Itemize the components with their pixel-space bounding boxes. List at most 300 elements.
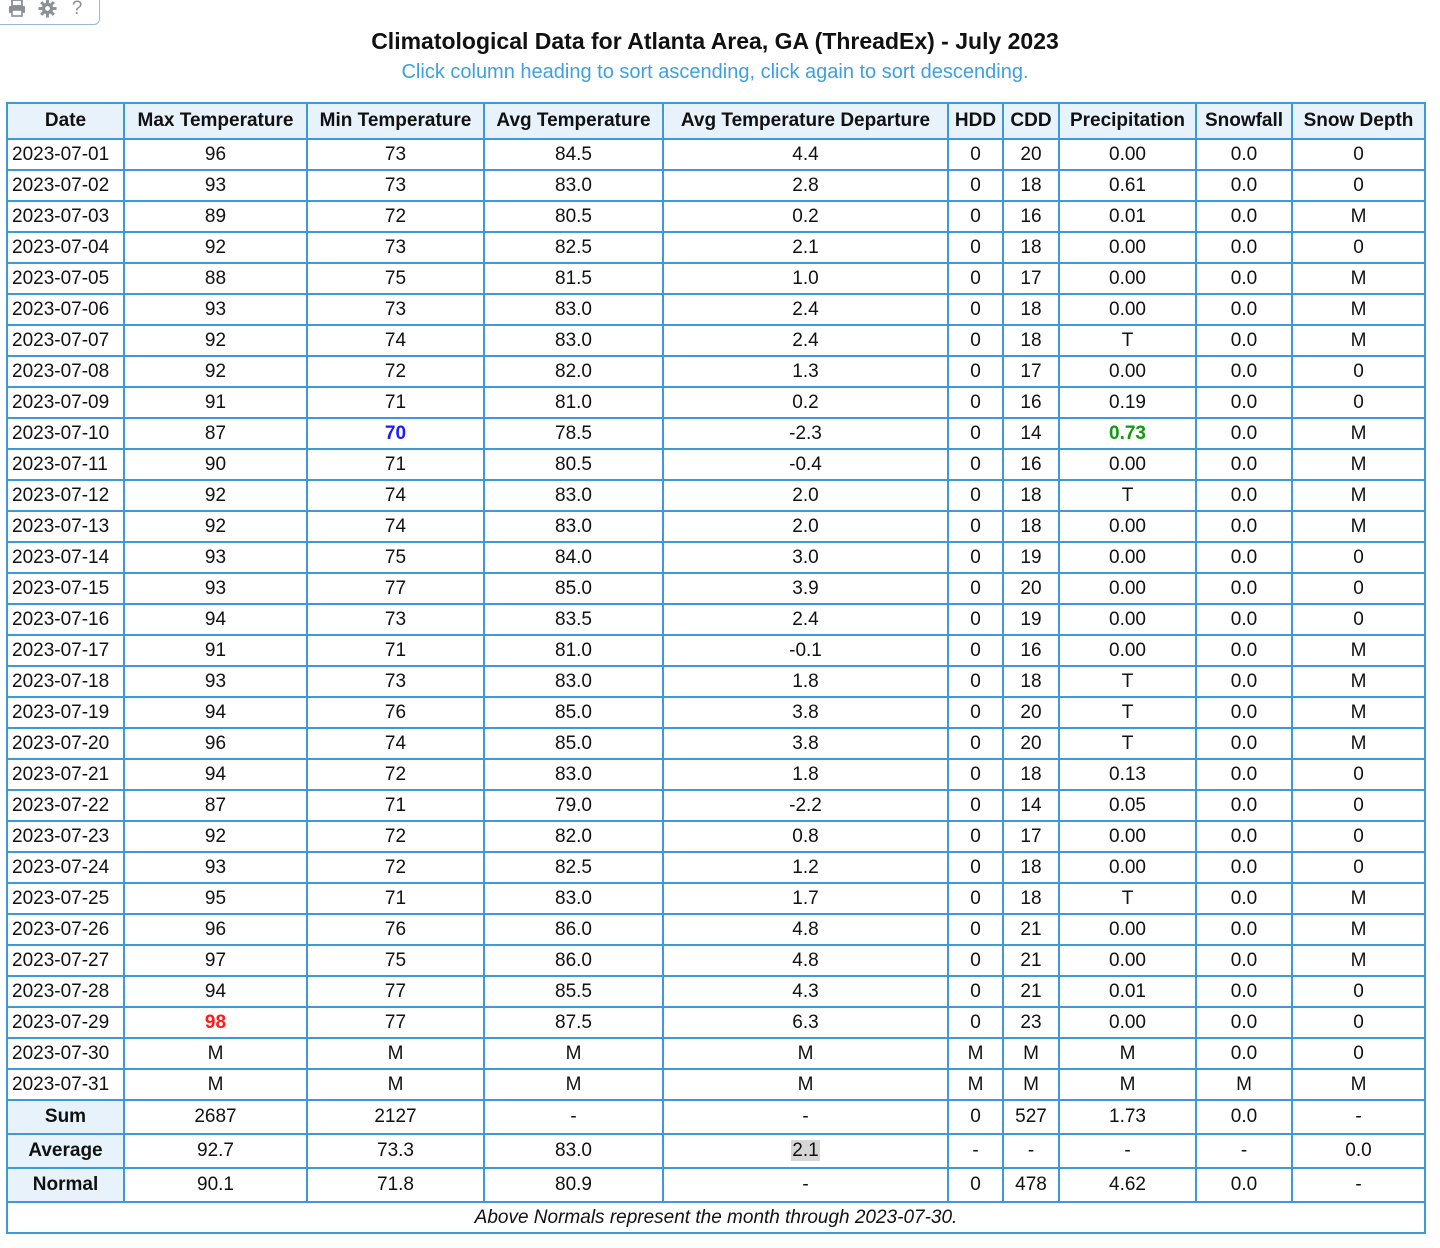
data-cell: 0.0 — [1196, 387, 1292, 418]
data-cell: 83.0 — [484, 294, 663, 325]
data-cell: 70 — [307, 418, 484, 449]
data-cell: M — [663, 1069, 948, 1100]
data-cell: 1.2 — [663, 852, 948, 883]
settings-gear-icon[interactable] — [37, 0, 57, 18]
summary-cell: 0 — [948, 1168, 1003, 1202]
data-cell: 84.0 — [484, 542, 663, 573]
data-cell: 90 — [124, 449, 307, 480]
data-cell: 18 — [1003, 511, 1059, 542]
table-footer — [7, 1100, 1425, 1233]
data-cell: 0 — [948, 418, 1003, 449]
data-cell: 76 — [307, 914, 484, 945]
data-cell: 0.73 — [1059, 418, 1196, 449]
summary-row-normal — [7, 1168, 1425, 1202]
data-cell: 0.0 — [1196, 666, 1292, 697]
date-cell: 2023-07-09 — [7, 387, 124, 418]
summary-label: Average — [7, 1134, 124, 1168]
summary-cell: 2687 — [124, 1100, 307, 1134]
summary-cell: 90.1 — [124, 1168, 307, 1202]
highlighted-value: 2.1 — [792, 1140, 819, 1161]
data-cell: 0.00 — [1059, 449, 1196, 480]
data-cell: 23 — [1003, 1007, 1059, 1038]
data-cell: M — [1292, 1069, 1425, 1100]
table-row — [7, 790, 1425, 821]
summary-cell: 0 — [948, 1100, 1003, 1134]
data-cell: 3.9 — [663, 573, 948, 604]
data-cell: 0.0 — [1196, 542, 1292, 573]
table-row — [7, 170, 1425, 201]
table-row — [7, 635, 1425, 666]
data-cell: 0.00 — [1059, 635, 1196, 666]
data-cell: 0 — [948, 790, 1003, 821]
data-cell: 0.00 — [1059, 542, 1196, 573]
table-row — [7, 945, 1425, 976]
table-row — [7, 1038, 1425, 1069]
data-cell: 0.00 — [1059, 511, 1196, 542]
date-cell: 2023-07-22 — [7, 790, 124, 821]
data-cell: 72 — [307, 201, 484, 232]
data-cell: T — [1059, 325, 1196, 356]
data-cell: 83.0 — [484, 170, 663, 201]
data-cell: 73 — [307, 232, 484, 263]
summary-cell: 478 — [1003, 1168, 1059, 1202]
data-cell: 0 — [948, 759, 1003, 790]
date-cell: 2023-07-20 — [7, 728, 124, 759]
data-cell: 2.4 — [663, 604, 948, 635]
table-row — [7, 139, 1425, 170]
data-cell: 21 — [1003, 976, 1059, 1007]
data-cell: 1.7 — [663, 883, 948, 914]
data-cell: 0.0 — [1196, 480, 1292, 511]
data-cell: 0.13 — [1059, 759, 1196, 790]
summary-cell: 0.0 — [1292, 1134, 1425, 1168]
data-cell: 83.0 — [484, 666, 663, 697]
data-cell: T — [1059, 697, 1196, 728]
data-cell: 18 — [1003, 759, 1059, 790]
column-header-snow-depth[interactable]: Snow Depth — [1292, 103, 1425, 139]
data-cell: 86.0 — [484, 945, 663, 976]
table-row — [7, 201, 1425, 232]
data-cell: M — [307, 1069, 484, 1100]
date-cell: 2023-07-01 — [7, 139, 124, 170]
table-body — [7, 139, 1425, 1100]
data-cell: 0 — [948, 1007, 1003, 1038]
date-cell: 2023-07-03 — [7, 201, 124, 232]
summary-cell: 83.0 — [484, 1134, 663, 1168]
data-cell: 1.0 — [663, 263, 948, 294]
data-cell: 85.0 — [484, 573, 663, 604]
data-cell: 3.0 — [663, 542, 948, 573]
data-cell: 82.0 — [484, 821, 663, 852]
table-row — [7, 914, 1425, 945]
data-cell: M — [124, 1069, 307, 1100]
data-cell: 0.0 — [1196, 573, 1292, 604]
data-cell: 16 — [1003, 387, 1059, 418]
data-cell: 4.3 — [663, 976, 948, 1007]
summary-label: Normal — [7, 1168, 124, 1202]
data-cell: M — [1292, 294, 1425, 325]
data-cell: 92 — [124, 356, 307, 387]
data-cell: M — [1292, 697, 1425, 728]
date-cell: 2023-07-04 — [7, 232, 124, 263]
data-cell: 81.5 — [484, 263, 663, 294]
data-cell: 82.5 — [484, 232, 663, 263]
data-cell: 2.4 — [663, 325, 948, 356]
data-cell: 0.0 — [1196, 976, 1292, 1007]
data-cell: 0.0 — [1196, 139, 1292, 170]
data-cell: 0.0 — [1196, 697, 1292, 728]
summary-cell: 1.73 — [1059, 1100, 1196, 1134]
data-cell: 2.0 — [663, 511, 948, 542]
data-cell: 0 — [948, 945, 1003, 976]
sort-instructions: Click column heading to sort ascending, click again to sort descending. — [401, 61, 1029, 83]
data-cell: 0.0 — [1196, 356, 1292, 387]
data-cell: 0 — [948, 139, 1003, 170]
summary-cell: - — [1292, 1168, 1425, 1202]
date-cell: 2023-07-02 — [7, 170, 124, 201]
summary-cell: 80.9 — [484, 1168, 663, 1202]
data-cell: 0.0 — [1196, 883, 1292, 914]
summary-cell: 4.62 — [1059, 1168, 1196, 1202]
data-cell: 93 — [124, 542, 307, 573]
data-cell: 0 — [1292, 790, 1425, 821]
data-cell: 2.8 — [663, 170, 948, 201]
data-cell: 71 — [307, 387, 484, 418]
date-cell: 2023-07-25 — [7, 883, 124, 914]
data-cell: 93 — [124, 294, 307, 325]
data-cell: M — [948, 1069, 1003, 1100]
table-row — [7, 728, 1425, 759]
data-cell: 0 — [948, 852, 1003, 883]
data-cell: 18 — [1003, 170, 1059, 201]
data-cell: 0 — [948, 821, 1003, 852]
data-cell: 0 — [948, 511, 1003, 542]
data-cell: 0 — [948, 480, 1003, 511]
table-row — [7, 1069, 1425, 1100]
data-cell: 0.8 — [663, 821, 948, 852]
data-cell: 81.0 — [484, 387, 663, 418]
data-cell: M — [1292, 945, 1425, 976]
data-cell: 18 — [1003, 232, 1059, 263]
data-cell: M — [1292, 201, 1425, 232]
date-cell: 2023-07-30 — [7, 1038, 124, 1069]
data-cell: 75 — [307, 263, 484, 294]
data-cell: 0 — [1292, 139, 1425, 170]
help-icon[interactable]: ? — [71, 0, 83, 19]
summary-cell: - — [663, 1100, 948, 1134]
data-cell: 72 — [307, 852, 484, 883]
data-cell: 83.0 — [484, 759, 663, 790]
data-cell: 0 — [1292, 573, 1425, 604]
date-cell: 2023-07-17 — [7, 635, 124, 666]
data-cell: 0 — [948, 232, 1003, 263]
data-cell: 83.0 — [484, 883, 663, 914]
print-icon[interactable] — [7, 0, 27, 18]
table-row — [7, 325, 1425, 356]
data-cell: 83.0 — [484, 511, 663, 542]
data-cell: 0 — [1292, 604, 1425, 635]
data-cell: 0.0 — [1196, 1007, 1292, 1038]
data-cell: 74 — [307, 325, 484, 356]
summary-cell: - — [1196, 1134, 1292, 1168]
data-cell: T — [1059, 480, 1196, 511]
date-cell: 2023-07-31 — [7, 1069, 124, 1100]
data-cell: 0.00 — [1059, 914, 1196, 945]
data-cell: 17 — [1003, 263, 1059, 294]
data-cell: 0 — [948, 976, 1003, 1007]
data-cell: 21 — [1003, 945, 1059, 976]
data-cell: 0 — [948, 604, 1003, 635]
data-cell: 18 — [1003, 480, 1059, 511]
data-cell: 92 — [124, 480, 307, 511]
data-cell: 76 — [307, 697, 484, 728]
data-cell: 0 — [948, 170, 1003, 201]
summary-cell: 2127 — [307, 1100, 484, 1134]
table-row — [7, 418, 1425, 449]
data-cell: 0 — [1292, 1007, 1425, 1038]
data-cell: 0.00 — [1059, 263, 1196, 294]
column-header-hdd[interactable]: HDD — [948, 103, 1003, 139]
data-cell: 19 — [1003, 604, 1059, 635]
column-header-precipitation[interactable]: Precipitation — [1059, 103, 1196, 139]
data-cell: 0.19 — [1059, 387, 1196, 418]
data-cell: 0 — [948, 294, 1003, 325]
data-cell: 0.0 — [1196, 449, 1292, 480]
table-row — [7, 387, 1425, 418]
column-header-date[interactable]: Date — [7, 103, 124, 139]
data-cell: -0.4 — [663, 449, 948, 480]
footnote: Above Normals represent the month through 2023-07-30. — [7, 1202, 1425, 1233]
date-cell: 2023-07-21 — [7, 759, 124, 790]
column-header-cdd[interactable]: CDD — [1003, 103, 1059, 139]
data-cell: 0 — [948, 728, 1003, 759]
data-cell: -2.2 — [663, 790, 948, 821]
data-cell: 0.0 — [1196, 201, 1292, 232]
data-cell: 92 — [124, 821, 307, 852]
data-cell: 0.00 — [1059, 604, 1196, 635]
data-cell: 0 — [1292, 852, 1425, 883]
table-row — [7, 697, 1425, 728]
data-cell: 80.5 — [484, 449, 663, 480]
data-cell: 73 — [307, 604, 484, 635]
data-cell: 0.0 — [1196, 325, 1292, 356]
data-cell: M — [1292, 883, 1425, 914]
data-cell: 20 — [1003, 573, 1059, 604]
summary-cell: 71.8 — [307, 1168, 484, 1202]
data-cell: 2.0 — [663, 480, 948, 511]
data-cell: M — [1059, 1038, 1196, 1069]
data-cell: 73 — [307, 170, 484, 201]
data-cell: 0.00 — [1059, 573, 1196, 604]
data-cell: 18 — [1003, 852, 1059, 883]
data-cell: 0 — [948, 635, 1003, 666]
summary-cell: - — [1059, 1134, 1196, 1168]
date-cell: 2023-07-14 — [7, 542, 124, 573]
data-cell: -2.3 — [663, 418, 948, 449]
data-cell: 0 — [948, 542, 1003, 573]
data-cell: 71 — [307, 635, 484, 666]
data-cell: 93 — [124, 666, 307, 697]
data-cell: 72 — [307, 356, 484, 387]
data-cell: 0.01 — [1059, 976, 1196, 1007]
data-cell: 84.5 — [484, 139, 663, 170]
date-cell: 2023-07-27 — [7, 945, 124, 976]
date-cell: 2023-07-29 — [7, 1007, 124, 1038]
date-cell: 2023-07-05 — [7, 263, 124, 294]
data-cell: 14 — [1003, 790, 1059, 821]
column-header-avg-temperature-departure[interactable]: Avg Temperature Departure — [663, 103, 948, 139]
date-cell: 2023-07-11 — [7, 449, 124, 480]
data-cell: 72 — [307, 821, 484, 852]
data-cell: 77 — [307, 976, 484, 1007]
data-cell: M — [307, 1038, 484, 1069]
data-cell: 0 — [1292, 976, 1425, 1007]
column-header-avg-temperature[interactable]: Avg Temperature — [484, 103, 663, 139]
data-cell: 82.0 — [484, 356, 663, 387]
date-cell: 2023-07-07 — [7, 325, 124, 356]
data-cell: 94 — [124, 697, 307, 728]
date-cell: 2023-07-15 — [7, 573, 124, 604]
data-cell: T — [1059, 883, 1196, 914]
table-row — [7, 976, 1425, 1007]
data-cell: 0 — [1292, 232, 1425, 263]
data-cell: M — [1292, 263, 1425, 294]
summary-cell — [663, 1134, 948, 1168]
data-cell: 0.0 — [1196, 1038, 1292, 1069]
data-cell: 0 — [948, 697, 1003, 728]
footnote-row — [7, 1202, 1425, 1233]
data-cell: 20 — [1003, 697, 1059, 728]
data-cell: 0.2 — [663, 201, 948, 232]
data-cell: 0 — [1292, 387, 1425, 418]
data-cell: 77 — [307, 573, 484, 604]
data-cell: 3.8 — [663, 728, 948, 759]
table-row — [7, 542, 1425, 573]
date-cell: 2023-07-10 — [7, 418, 124, 449]
data-cell: 75 — [307, 542, 484, 573]
data-cell: 0.00 — [1059, 1007, 1196, 1038]
data-cell: 0.01 — [1059, 201, 1196, 232]
data-cell: 73 — [307, 294, 484, 325]
table-row — [7, 604, 1425, 635]
data-cell: 96 — [124, 914, 307, 945]
data-cell: 87 — [124, 418, 307, 449]
table-row — [7, 821, 1425, 852]
data-cell: 0.00 — [1059, 945, 1196, 976]
data-cell: 0 — [948, 883, 1003, 914]
data-cell: 0 — [948, 914, 1003, 945]
table-row — [7, 759, 1425, 790]
data-cell: 0.0 — [1196, 852, 1292, 883]
data-cell: 0 — [1292, 1038, 1425, 1069]
data-cell: 4.8 — [663, 945, 948, 976]
data-cell: 77 — [307, 1007, 484, 1038]
table-row — [7, 232, 1425, 263]
summary-cell: 0.0 — [1196, 1168, 1292, 1202]
data-cell: M — [1292, 666, 1425, 697]
data-cell: 16 — [1003, 635, 1059, 666]
summary-cell: 92.7 — [124, 1134, 307, 1168]
data-cell: 73 — [307, 666, 484, 697]
data-cell: 79.0 — [484, 790, 663, 821]
data-cell: 71 — [307, 883, 484, 914]
data-cell: 0 — [948, 263, 1003, 294]
table-row — [7, 1007, 1425, 1038]
data-cell: 0 — [1292, 170, 1425, 201]
data-cell: 80.5 — [484, 201, 663, 232]
data-cell: 4.4 — [663, 139, 948, 170]
data-cell: M — [1292, 418, 1425, 449]
data-cell: 2.4 — [663, 294, 948, 325]
data-cell: M — [1292, 728, 1425, 759]
date-cell: 2023-07-06 — [7, 294, 124, 325]
data-cell: 0.00 — [1059, 139, 1196, 170]
summary-row-average — [7, 1134, 1425, 1168]
data-cell: 0.2 — [663, 387, 948, 418]
column-header-max-temperature[interactable]: Max Temperature — [124, 103, 307, 139]
date-cell: 2023-07-24 — [7, 852, 124, 883]
data-cell: 0 — [1292, 821, 1425, 852]
data-cell: 18 — [1003, 325, 1059, 356]
data-cell: 1.8 — [663, 666, 948, 697]
table-row — [7, 449, 1425, 480]
date-cell: 2023-07-08 — [7, 356, 124, 387]
data-cell: 0 — [1292, 542, 1425, 573]
data-cell: 94 — [124, 976, 307, 1007]
data-cell: 92 — [124, 232, 307, 263]
data-cell: 0 — [948, 356, 1003, 387]
data-cell: 4.8 — [663, 914, 948, 945]
data-cell: 18 — [1003, 294, 1059, 325]
date-cell: 2023-07-18 — [7, 666, 124, 697]
data-cell: 85.0 — [484, 728, 663, 759]
column-header-snowfall[interactable]: Snowfall — [1196, 103, 1292, 139]
data-cell: 87.5 — [484, 1007, 663, 1038]
data-cell: 3.8 — [663, 697, 948, 728]
data-cell: M — [948, 1038, 1003, 1069]
data-cell: 16 — [1003, 449, 1059, 480]
data-cell: 83.5 — [484, 604, 663, 635]
table-row — [7, 666, 1425, 697]
data-cell: 88 — [124, 263, 307, 294]
data-cell: M — [1292, 325, 1425, 356]
summary-row-sum — [7, 1100, 1425, 1134]
data-cell: 95 — [124, 883, 307, 914]
date-cell: 2023-07-26 — [7, 914, 124, 945]
data-cell: M — [1292, 635, 1425, 666]
data-cell: 93 — [124, 573, 307, 604]
data-cell: 0.0 — [1196, 511, 1292, 542]
data-cell: 0 — [948, 573, 1003, 604]
data-cell: 0.00 — [1059, 232, 1196, 263]
data-cell: 74 — [307, 480, 484, 511]
table-header-row — [7, 103, 1425, 139]
data-cell: 1.8 — [663, 759, 948, 790]
column-header-min-temperature[interactable]: Min Temperature — [307, 103, 484, 139]
summary-label: Sum — [7, 1100, 124, 1134]
data-cell: 0 — [948, 449, 1003, 480]
data-cell: 0.0 — [1196, 728, 1292, 759]
data-cell: 71 — [307, 790, 484, 821]
data-cell: T — [1059, 666, 1196, 697]
data-cell: 0.0 — [1196, 914, 1292, 945]
summary-cell: - — [1292, 1100, 1425, 1134]
table-row — [7, 294, 1425, 325]
date-cell: 2023-07-12 — [7, 480, 124, 511]
data-cell: 0 — [948, 325, 1003, 356]
table-row — [7, 573, 1425, 604]
data-cell: 0.0 — [1196, 821, 1292, 852]
